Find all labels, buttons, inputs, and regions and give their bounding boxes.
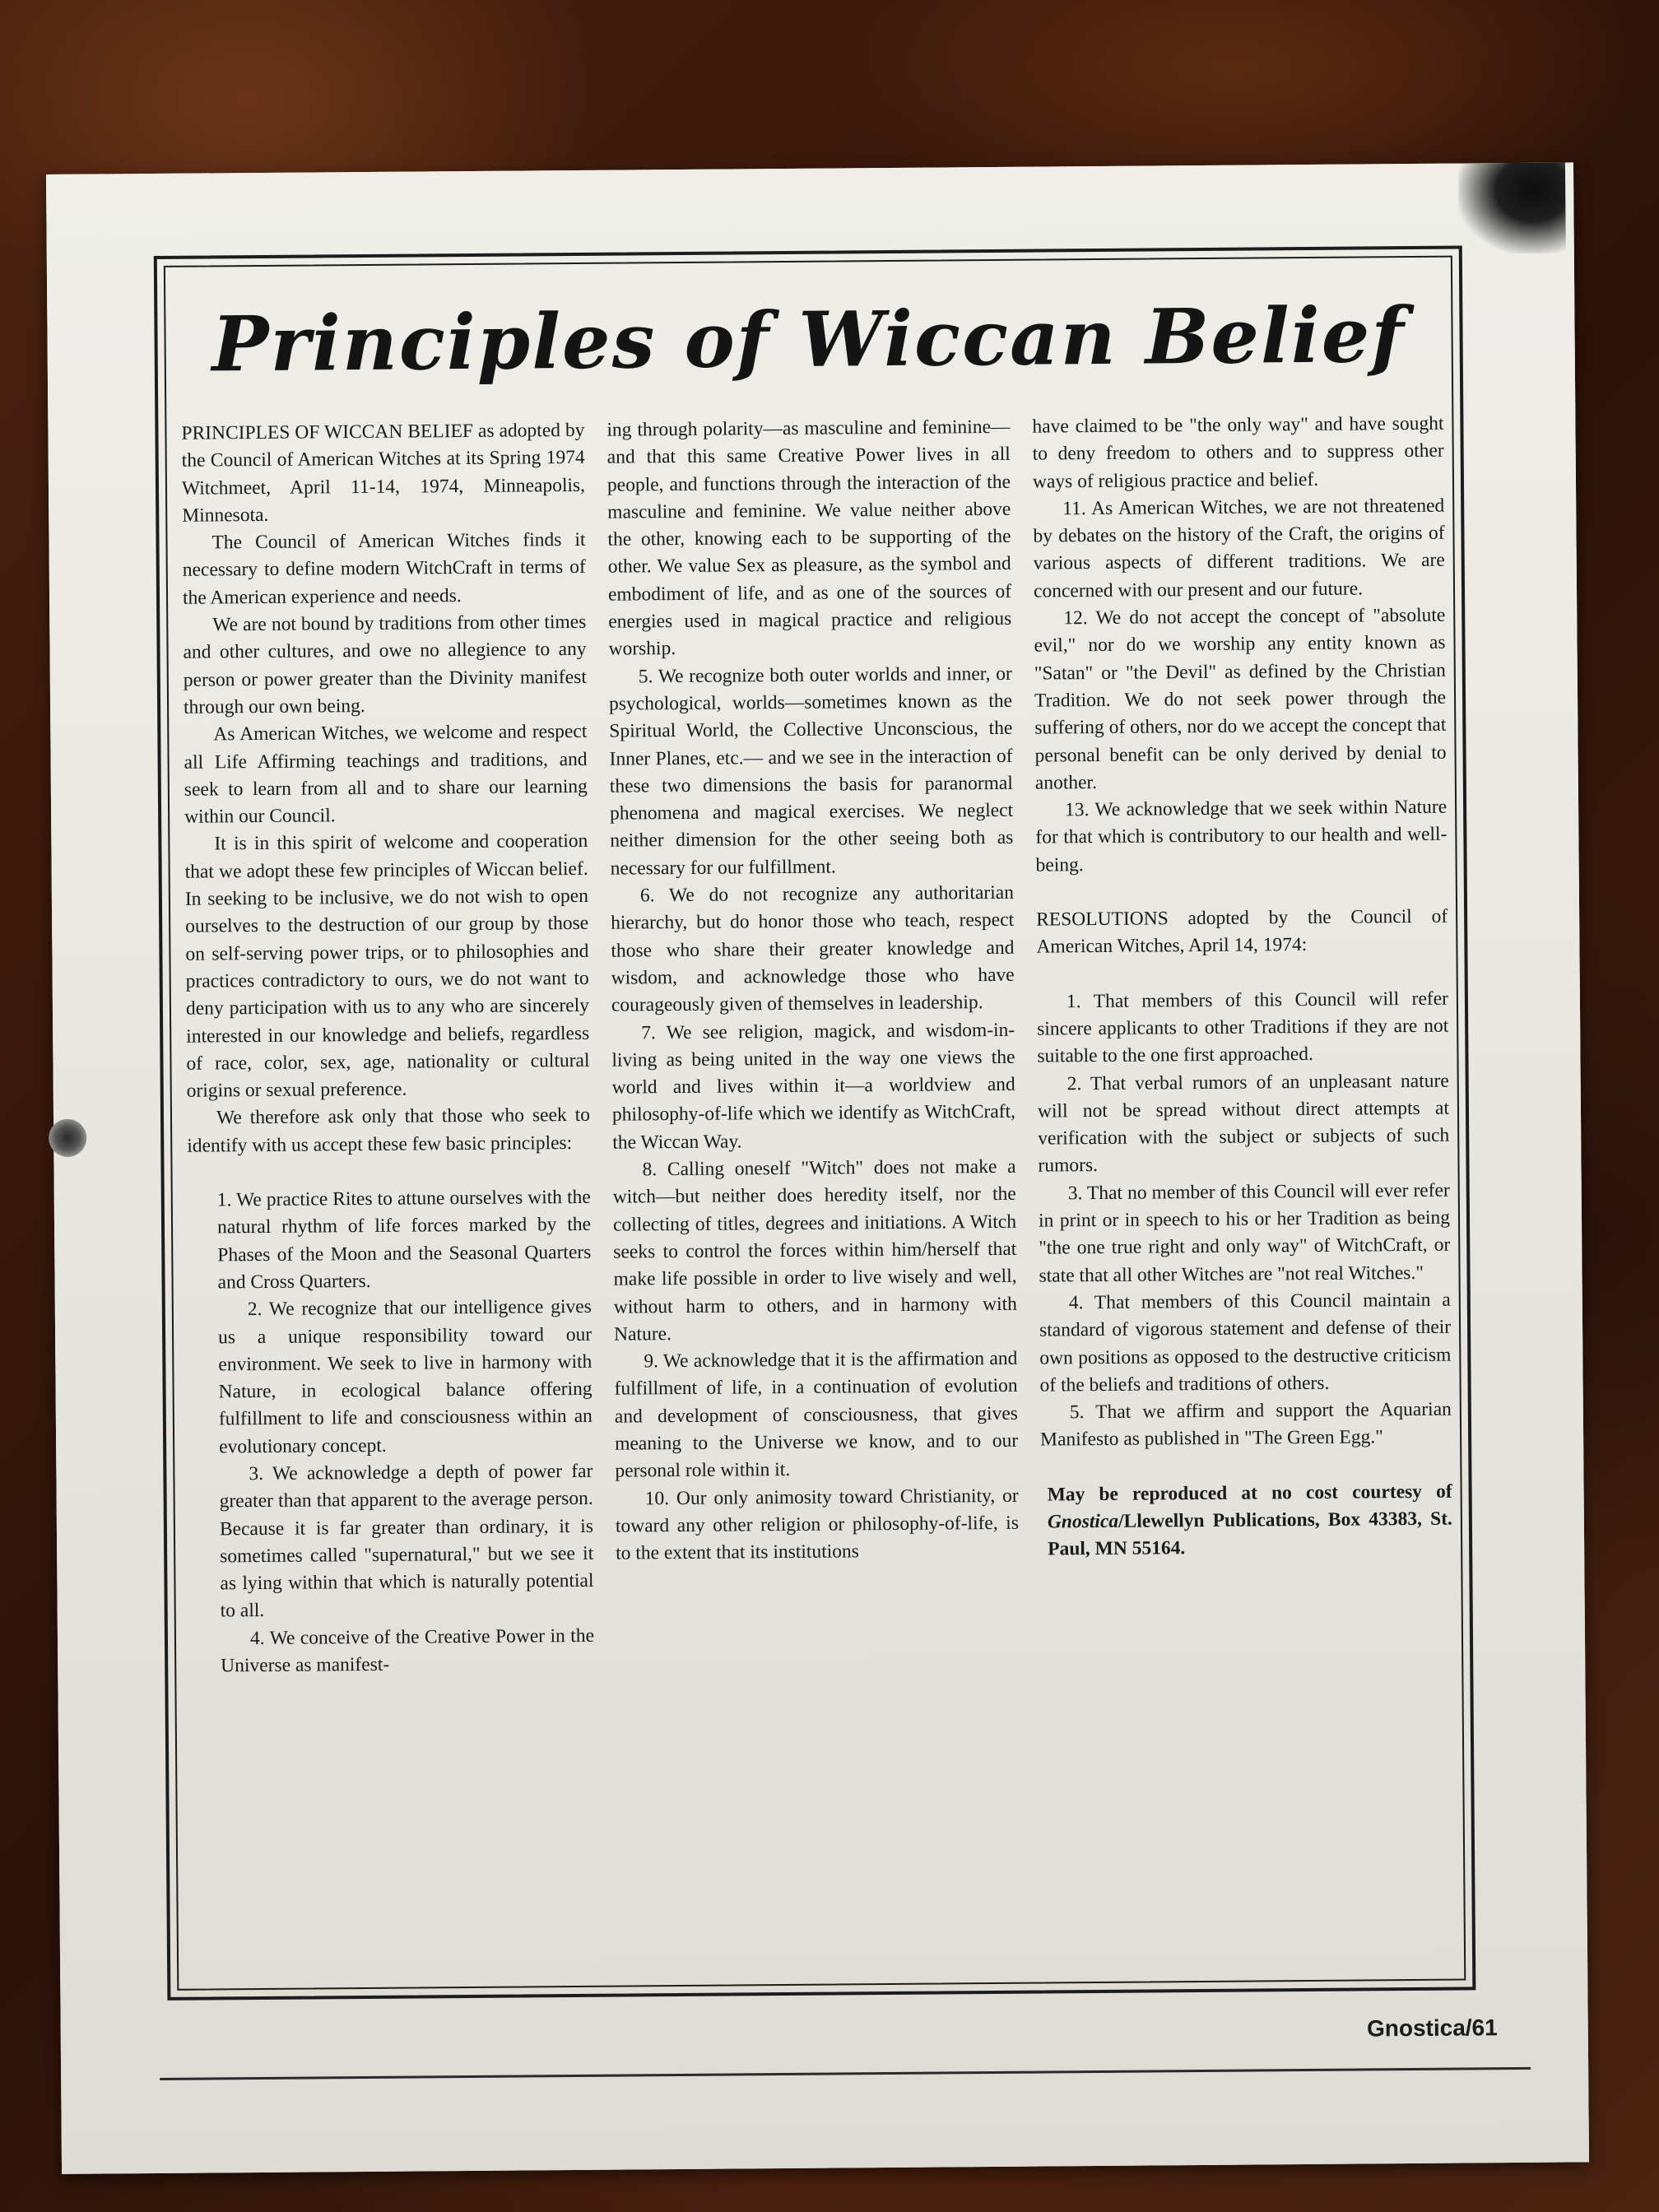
paragraph: The Council of American Witches finds it necessary to define modern WitchCraft in terms of the American experience and needs. [182,529,586,609]
principle-item: 3. We acknowledge a depth of power far greater than that apparent to the average person. Because it is far greater than ordinary, it is sometimes called "supernatural," but we see it as lying within that which is naturally potential to all. [219,1460,594,1622]
paragraph: As American Witches, we welcome and respect all Life Affirming teachings and traditions, and seek to learn from all and to share our learning within our Council. [184,721,588,828]
page-folio: Gnostica/61 [1366,2014,1498,2042]
principle-item: 12. We do not accept the concept of "absolute evil," nor do we worship any entity known as "Satan" or "the Devil" as defined by the Christian Tradition. We do not seek power through the suffering of others, nor do we accept the concept that personal benefit can be only derived by denial to another. [1034,604,1447,794]
text-column-1 [181,417,594,1680]
resolution-item: 5. That we affirm and support the Aquarian Manifesto as published in "The Green Egg." [1040,1398,1452,1451]
principle-item: 2. We recognize that our intelligence gives us a unique responsibility toward our environment. We seek to live in harmony with Nature, in ecological balance offering fulfillment to life and consciousness within an evolutionary concept. [218,1296,592,1458]
punch-hole [49,1119,86,1157]
article-frame [154,245,1476,2000]
principle-item: 5. We recognize both outer worlds and inner, or psychological, worlds—sometimes known as the Spiritual World, the Collective Unconscious, the Inner Planes, etc.— and we see in the interaction of these two dimensions the basis for paranormal phenomena and magical exercises. We neglect neither dimension for the other seeing both as necessary for our fulfillment. [608,662,1014,880]
reproduction-credit [1041,1478,1453,1564]
credit-prefix: May be reproduced at no cost courtesy of [1047,1480,1452,1506]
principle-item: 9. We acknowledge that it is the affirmation and fulfillment of life, in a continuation of evolution and development of consciousness, that gives meaning to the Universe we know, and to our personal role within it. [614,1347,1019,1482]
principle-item: 7. We see religion, magick, and wisdom-in-living as being united in the way one views the world and lives within it—a worldview and philosophy-of-life which we identify as WitchCraft, the Wiccan Way. [611,1019,1016,1154]
resolution-item: 1. That members of this Council will refer sincere applicants to other Traditions if they are not suitable to the one first approached. [1037,988,1449,1067]
principle-item: 6. We do not recognize any authoritarian hierarchy, but do honor those who teach, respect those who share their greater knowledge and wisdom, and acknowledge those who have courageously given of themselves in leadership. [611,881,1015,1016]
principle-item: 11. As American Witches, we are not threatened by debates on the history of the Craft, the origins of various aspects of different traditions. We are concerned with our present and our future. [1033,495,1445,602]
principle-item: 13. We acknowledge that we seek within Nature for that which is contributory to our health and well-being. [1035,796,1448,876]
paragraph: It is in this spirit of welcome and cooperation that we adopt these few principles of Wiccan belief. In seeking to be inclusive, we do not wish to open ourselves to the destruction of our group by those on self-serving power trips, or to philosophies and practices contradictory to ours, we do not want to deny participation with us to any who are sincerely interested in our knowledge and beliefs, regardless of race, color, sex, age, nationality or cultural origins or sexual preference. [184,830,590,1102]
magazine-page [46,162,1589,2174]
intro-paragraph: PRINCIPLES OF WICCAN BELIEF as adopted by the Council of American Witches at its Spring 1974 Witchmeet, April 11-14, 1974, Minneapolis, Minnesota. [181,419,586,527]
paragraph: We are not bound by traditions from other times and other cultures, and owe no allegience to any person or power greater than the Divinity manifest through our own being. [183,611,587,718]
principle-item: 10. Our only animosity toward Christianity, or toward any other religion or philosophy-of-life, is to the extent that its institutions [615,1485,1020,1564]
principle-item: 1. We practice Rites to attune ourselves with the natural rhythm of life forces marked by the Phases of the Moon and the Seasonal Quarters and Cross Quarters. [216,1186,592,1294]
resolutions-heading: RESOLUTIONS adopted by the Council of American Witches, April 14, 1974: [1036,905,1448,958]
paragraph: ing through polarity—as masculine and feminine—and that this same Creative Power lives in all people, and functions through the interaction of the masculine and feminine. We value neither above the other, knowing each to be supporting of the other. We value Sex as pleasure, as the symbol and embodiment of life, and as one of the sources of energies used in magical practice and religious worship. [606,416,1012,661]
credit-suffix: /Llewellyn Publications, Box 43383, St. Paul, MN 55164. [1048,1508,1452,1560]
resolution-item: 4. That members of this Council maintain a standard of vigorous statement and defense of their own positions as opposed to the destructive criticism of the beliefs and traditions of others. [1039,1289,1452,1396]
credit-publisher: Gnostica [1047,1510,1119,1533]
article-body [181,411,1452,1951]
footer-rule [160,2067,1531,2080]
resolution-item: 2. That verbal rumors of an unpleasant nature will not be spread without direct attempts at verification with the subject or subjects of such rumors. [1037,1070,1450,1177]
principle-item: 4. We conceive of the Creative Power in the Universe as manifest- [221,1624,595,1677]
text-column-3 [1032,411,1452,1564]
paragraph: have claimed to be "the only way" and have sought to deny freedom to others and to suppress other ways of religious practice and belief. [1032,412,1444,493]
page-title: Principles of Wiccan Belief [211,290,1406,389]
resolution-item: 3. That no member of this Council will ever refer in print or in speech to his or her Tradition as being "the one true right and only way" of WitchCraft, or state that all other Witches are "not real Witches." [1038,1179,1451,1287]
principle-item: 8. Calling oneself "Witch" does not make a witch—but neither does heredity itself, nor the collecting of titles, degrees and initiations. A Witch seeks to control the forces within him/herself that make life possible in order to live wisely and well, without harm to others, and in harmony with Nature. [612,1155,1017,1345]
ink-smudge [1458,163,1566,254]
text-column-2 [606,414,1019,1568]
paragraph: We therefore ask only that those who seek to identify with us accept these few basic principles: [187,1104,591,1157]
